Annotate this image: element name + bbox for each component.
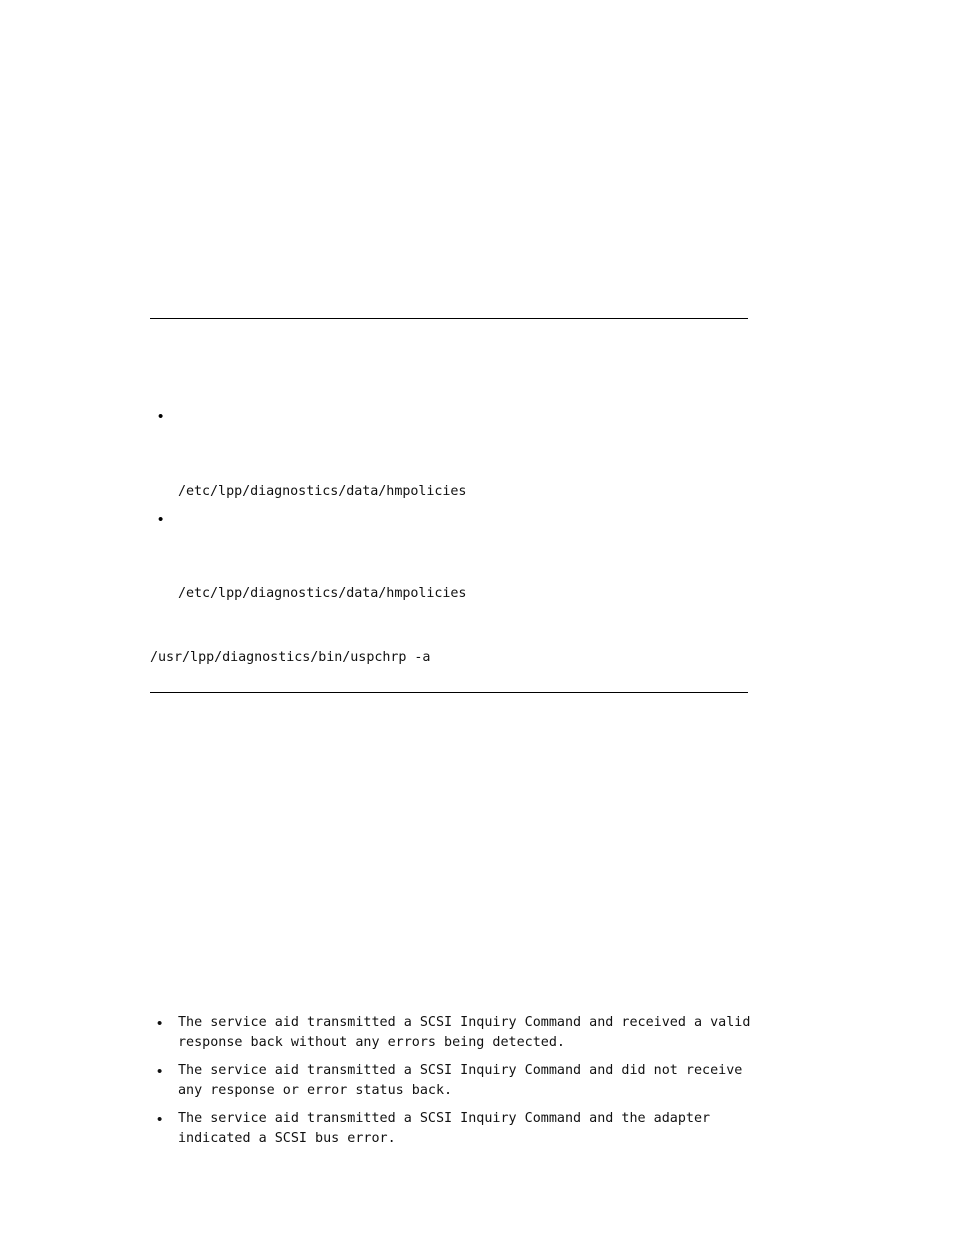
- result-text-no-response: The service aid transmitted a SCSI Inquiry Command and did not receive any response or error status back.: [178, 1063, 743, 1098]
- list-bullet: •: [157, 1015, 163, 1032]
- list-item: [150, 1109, 770, 1148]
- uspchrp-command: /usr/lpp/diagnostics/bin/uspchrp -a: [150, 650, 431, 665]
- hmpolicies-path-1: /etc/lpp/diagnostics/data/hmpolicies: [178, 484, 467, 499]
- list-item: [150, 1013, 770, 1052]
- bottom-section-rule: [150, 692, 748, 693]
- list-item: [150, 1061, 770, 1100]
- result-text-valid-response: The service aid transmitted a SCSI Inquiry Command and received a valid response back without any errors being detected.: [178, 1015, 751, 1050]
- list-bullet: •: [157, 1063, 163, 1080]
- scsi-results-list: [150, 1013, 770, 1157]
- list-bullet-1: •: [158, 408, 164, 425]
- top-section-rule: [150, 318, 748, 319]
- result-text-bus-error: The service aid transmitted a SCSI Inquiry Command and the adapter indicated a SCSI bus error.: [178, 1111, 711, 1146]
- hmpolicies-path-2: /etc/lpp/diagnostics/data/hmpolicies: [178, 586, 467, 601]
- list-bullet-2: •: [158, 511, 164, 528]
- list-bullet: •: [157, 1111, 163, 1128]
